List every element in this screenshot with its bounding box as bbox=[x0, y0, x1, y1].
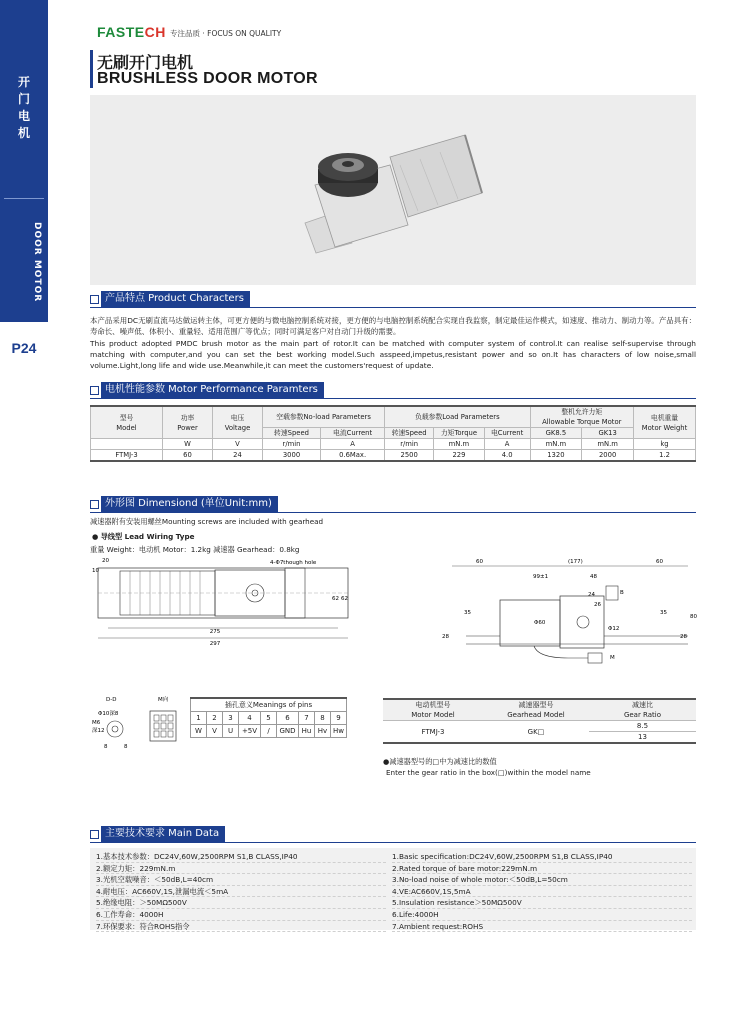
pin-table-heading: 插孔意义Meanings of pins bbox=[191, 698, 347, 711]
gear-ratio: 8.5 bbox=[589, 721, 696, 732]
label-8: 8 bbox=[104, 744, 108, 750]
dim-28: 28 bbox=[442, 634, 449, 640]
sidebar-char: 电 bbox=[17, 109, 30, 123]
brand-logo bbox=[97, 24, 166, 40]
sidebar-title-cn bbox=[0, 74, 48, 142]
unit-cell: mN.m bbox=[434, 439, 485, 450]
section-square-icon bbox=[90, 830, 99, 839]
label-phi: Φ10深8 bbox=[98, 711, 119, 717]
spec-line: 3.光机空载噪音：＜50dB,L=40cm bbox=[96, 874, 386, 886]
model-note-cn: ●减速器型号的□中为减速比的数值 bbox=[383, 757, 497, 766]
dim-62: 62 bbox=[332, 596, 339, 602]
cell: 24 bbox=[213, 450, 263, 462]
subheader: 电Current bbox=[484, 428, 530, 439]
header-torque: 整机允许力矩 Allowable Torque Motor bbox=[530, 406, 633, 428]
dim-99: 99±1 bbox=[533, 574, 549, 580]
tagline: 专注品质 · FOCUS ON QUALITY bbox=[170, 29, 282, 38]
pin-table bbox=[190, 697, 347, 738]
page-number: P24 bbox=[11, 340, 37, 356]
lead-type-label: 导线型 Lead Wiring Type bbox=[100, 532, 195, 541]
unit-cell: r/min bbox=[385, 439, 434, 450]
pin-meaning: / bbox=[261, 724, 277, 737]
label-m6: M6 bbox=[92, 720, 101, 726]
pin-number: 1 bbox=[191, 711, 207, 724]
lead-type: ● 导线型 Lead Wiring Type bbox=[92, 532, 195, 541]
spec-line: 6.Life:4000H bbox=[392, 909, 692, 921]
units-row bbox=[91, 439, 696, 450]
page-title-cn: 无刷开门电机 bbox=[97, 53, 194, 72]
dim-275: 275 bbox=[209, 629, 221, 635]
section-header-main-data bbox=[90, 826, 225, 842]
cell: 1.2 bbox=[634, 450, 696, 462]
dimension-drawing-front bbox=[438, 556, 696, 666]
dim-phi12: Φ12 bbox=[608, 626, 620, 632]
pin-number: 4 bbox=[239, 711, 261, 724]
header-voltage: 电压 Voltage bbox=[213, 406, 263, 439]
dim-20: 20 bbox=[102, 558, 109, 564]
sidebar bbox=[0, 0, 48, 1017]
section-rule bbox=[90, 842, 696, 843]
screw-note: 减速器附有安装用螺丝Mounting screws are included with gearhead bbox=[90, 517, 324, 526]
model-table bbox=[383, 698, 696, 744]
section-rule bbox=[90, 307, 696, 308]
unit-cell: r/min bbox=[263, 439, 321, 450]
header-noload: 空载参数No-load Parameters bbox=[263, 406, 385, 428]
motor-model: FTMJ-3 bbox=[383, 721, 483, 744]
dim-28: 28 bbox=[680, 634, 687, 640]
sidebar-char: 开 bbox=[17, 75, 30, 89]
unit-cell: mN.m bbox=[582, 439, 634, 450]
spec-line: 3.No-load noise of whole motor:＜50dB,L=50cm bbox=[392, 874, 692, 886]
section-title: 电机性能参数 Motor Performance Paramters bbox=[101, 382, 324, 398]
cell: FTMJ-3 bbox=[91, 450, 163, 462]
section-square-icon bbox=[90, 295, 99, 304]
section-square-icon bbox=[90, 500, 99, 509]
table-row bbox=[91, 450, 696, 462]
pin-meaning: Hv bbox=[315, 724, 331, 737]
characteristics-text-cn: 本产品采用DC无刷直流马达做运转主体，可更方便的与微电脑控制系统对接，更方便的与电脑控制系统配合实现自我监察，制定最佳运作模式，如速度、推动力、制动力等。产品具有：寿命长、噪声低、体积小、重量轻、适用范围广等优点；同时可满足客户对自动门升级的需要。 bbox=[90, 316, 696, 336]
pin-number: 5 bbox=[261, 711, 277, 724]
pin-meaning: +5V bbox=[239, 724, 261, 737]
sidebar-char: 门 bbox=[17, 92, 30, 106]
label-dd: D-D bbox=[106, 697, 117, 703]
dim-60: 60 bbox=[656, 559, 663, 565]
cell: 2500 bbox=[385, 450, 434, 462]
cell: 3000 bbox=[263, 450, 321, 462]
section-rule bbox=[90, 512, 696, 513]
unit-cell bbox=[91, 439, 163, 450]
pin-number: 2 bbox=[207, 711, 223, 724]
sidebar-char: 机 bbox=[17, 126, 30, 140]
spec-line: 2.Rated torque of bare motor:229mN.m bbox=[392, 863, 692, 875]
label-deep: 深12 bbox=[92, 728, 105, 734]
unit-cell: mN.m bbox=[530, 439, 582, 450]
header-load: 负载参数Load Parameters bbox=[385, 406, 530, 428]
subheader: 转速Speed bbox=[263, 428, 321, 439]
unit-cell: W bbox=[163, 439, 213, 450]
header-gear-ratio: 减速比 Gear Ratio bbox=[589, 699, 696, 721]
page-title-en: BRUSHLESS DOOR MOTOR bbox=[97, 70, 318, 87]
spec-line: 4.VE:AC660V,1S,5mA bbox=[392, 886, 692, 898]
spec-line: 2.额定力矩：229mN.m bbox=[96, 863, 386, 875]
dim-hole: 4-Φ7though hole bbox=[270, 560, 317, 566]
unit-cell: A bbox=[484, 439, 530, 450]
header-gearhead-model: 减速器型号 Gearhead Model bbox=[483, 699, 589, 721]
gearhead-model: GK□ bbox=[483, 721, 589, 744]
unit-cell: A bbox=[321, 439, 385, 450]
weight-note: 重量 Weight：电动机 Motor：1.2kg 减速器 Gearhead：0.8kg bbox=[90, 545, 300, 554]
dim-177: (177) bbox=[568, 559, 583, 565]
section-header-performance bbox=[90, 382, 324, 398]
brand-text-accent: CH bbox=[144, 24, 166, 40]
header-model: 型号 Model bbox=[91, 406, 163, 439]
cell: 4.0 bbox=[484, 450, 530, 462]
header-motor-model: 电动机型号 Motor Model bbox=[383, 699, 483, 721]
dim-48: 48 bbox=[590, 574, 597, 580]
motor-illustration bbox=[90, 95, 696, 285]
brand-text: FASTE bbox=[97, 24, 145, 40]
dim-80: 80 bbox=[690, 614, 697, 620]
section-header-characteristics bbox=[90, 291, 250, 307]
characteristics-text-en: This product adopted PMDC brush motor as the main part of rotor.It can be matched with computer system of control.It can realise self-supervise through matching with computer,and you can set the best working model.Such asspeed,impetus,resistant power and so on.It has characters of low noise,small volume.Light,long life and wide use.Meanwhile,it can meet the customers'request of update. bbox=[90, 339, 696, 370]
subheader: GK13 bbox=[582, 428, 634, 439]
section-square-icon bbox=[90, 386, 99, 395]
spec-line: 7.Ambient request:ROHS bbox=[392, 921, 692, 933]
cell: 229 bbox=[434, 450, 485, 462]
spec-line: 6.工作寿命：4000H bbox=[96, 909, 386, 921]
pin-number: 8 bbox=[315, 711, 331, 724]
pin-meaning: Hu bbox=[299, 724, 315, 737]
dimension-drawing-top bbox=[90, 556, 355, 651]
spec-line: 4.耐电压：AC660V,1S,泄漏电流＜5mA bbox=[96, 886, 386, 898]
pin-number: 6 bbox=[277, 711, 299, 724]
sidebar-title-en: DOOR MOTOR bbox=[32, 222, 42, 303]
section-rule bbox=[90, 398, 696, 399]
spec-line: 5.绝缘电阻：＞50MΩ500V bbox=[96, 897, 386, 909]
section-title: 产品特点 Product Characters bbox=[101, 291, 250, 307]
main-data-en bbox=[392, 851, 692, 932]
label-8: 8 bbox=[124, 744, 128, 750]
connector-drawing bbox=[90, 693, 185, 753]
pin-meaning: Hw bbox=[331, 724, 347, 737]
pin-number: 9 bbox=[331, 711, 347, 724]
model-note-en: Enter the gear ratio in the box(□)within the model name bbox=[386, 768, 591, 777]
pin-number: 7 bbox=[299, 711, 315, 724]
spec-line: 1.基本技术参数：DC24V,60W,2500RPM S1,B CLASS,IP40 bbox=[96, 851, 386, 863]
pin-meaning: GND bbox=[277, 724, 299, 737]
subheader: 转速Speed bbox=[385, 428, 434, 439]
cell: 2000 bbox=[582, 450, 634, 462]
dim-35: 35 bbox=[464, 610, 471, 616]
cell: 0.6Max. bbox=[321, 450, 385, 462]
dim-10: 10 bbox=[92, 568, 99, 574]
dim-35: 35 bbox=[660, 610, 667, 616]
cell: 60 bbox=[163, 450, 213, 462]
dim-24: 24 bbox=[588, 592, 595, 598]
product-photo bbox=[90, 95, 696, 285]
unit-cell: V bbox=[213, 439, 263, 450]
dim-m: M bbox=[610, 655, 615, 661]
section-header-dimension bbox=[90, 496, 278, 512]
spec-line: 7.环保要求：符合ROHS指令 bbox=[96, 921, 386, 933]
dim-297: 297 bbox=[209, 641, 221, 647]
dim-phi60: Φ60 bbox=[534, 620, 546, 626]
spec-line: 1.Basic specification:DC24V,60W,2500RPM S1,B CLASS,IP40 bbox=[392, 851, 692, 863]
main-data-cn bbox=[96, 851, 386, 932]
cell: 1320 bbox=[530, 450, 582, 462]
title-accent-bar bbox=[90, 50, 93, 88]
spec-line: 5.Insulation resistance＞50MΩ500V bbox=[392, 897, 692, 909]
pin-meaning: U bbox=[223, 724, 239, 737]
subheader: GK8.5 bbox=[530, 428, 582, 439]
header-weight: 电机重量 Motor Weight bbox=[634, 406, 696, 439]
dim-60: 60 bbox=[476, 559, 483, 565]
section-title: 外形图 Dimensiond (单位Unit:mm) bbox=[101, 496, 278, 512]
section-title: 主要技术要求 Main Data bbox=[101, 826, 225, 842]
gear-ratio: 13 bbox=[589, 732, 696, 744]
dim-26: 26 bbox=[594, 602, 601, 608]
subheader: 电流Current bbox=[321, 428, 385, 439]
performance-table bbox=[90, 405, 696, 462]
dim-b: B bbox=[620, 590, 624, 596]
pin-meaning: W bbox=[191, 724, 207, 737]
subheader: 力矩Torque bbox=[434, 428, 485, 439]
label-m: M向 bbox=[158, 697, 169, 703]
pin-meaning: V bbox=[207, 724, 223, 737]
header-power: 功率 Power bbox=[163, 406, 213, 439]
dim-62: 62 bbox=[341, 596, 348, 602]
sidebar-divider bbox=[4, 198, 44, 199]
pin-number: 3 bbox=[223, 711, 239, 724]
unit-cell: kg bbox=[634, 439, 696, 450]
